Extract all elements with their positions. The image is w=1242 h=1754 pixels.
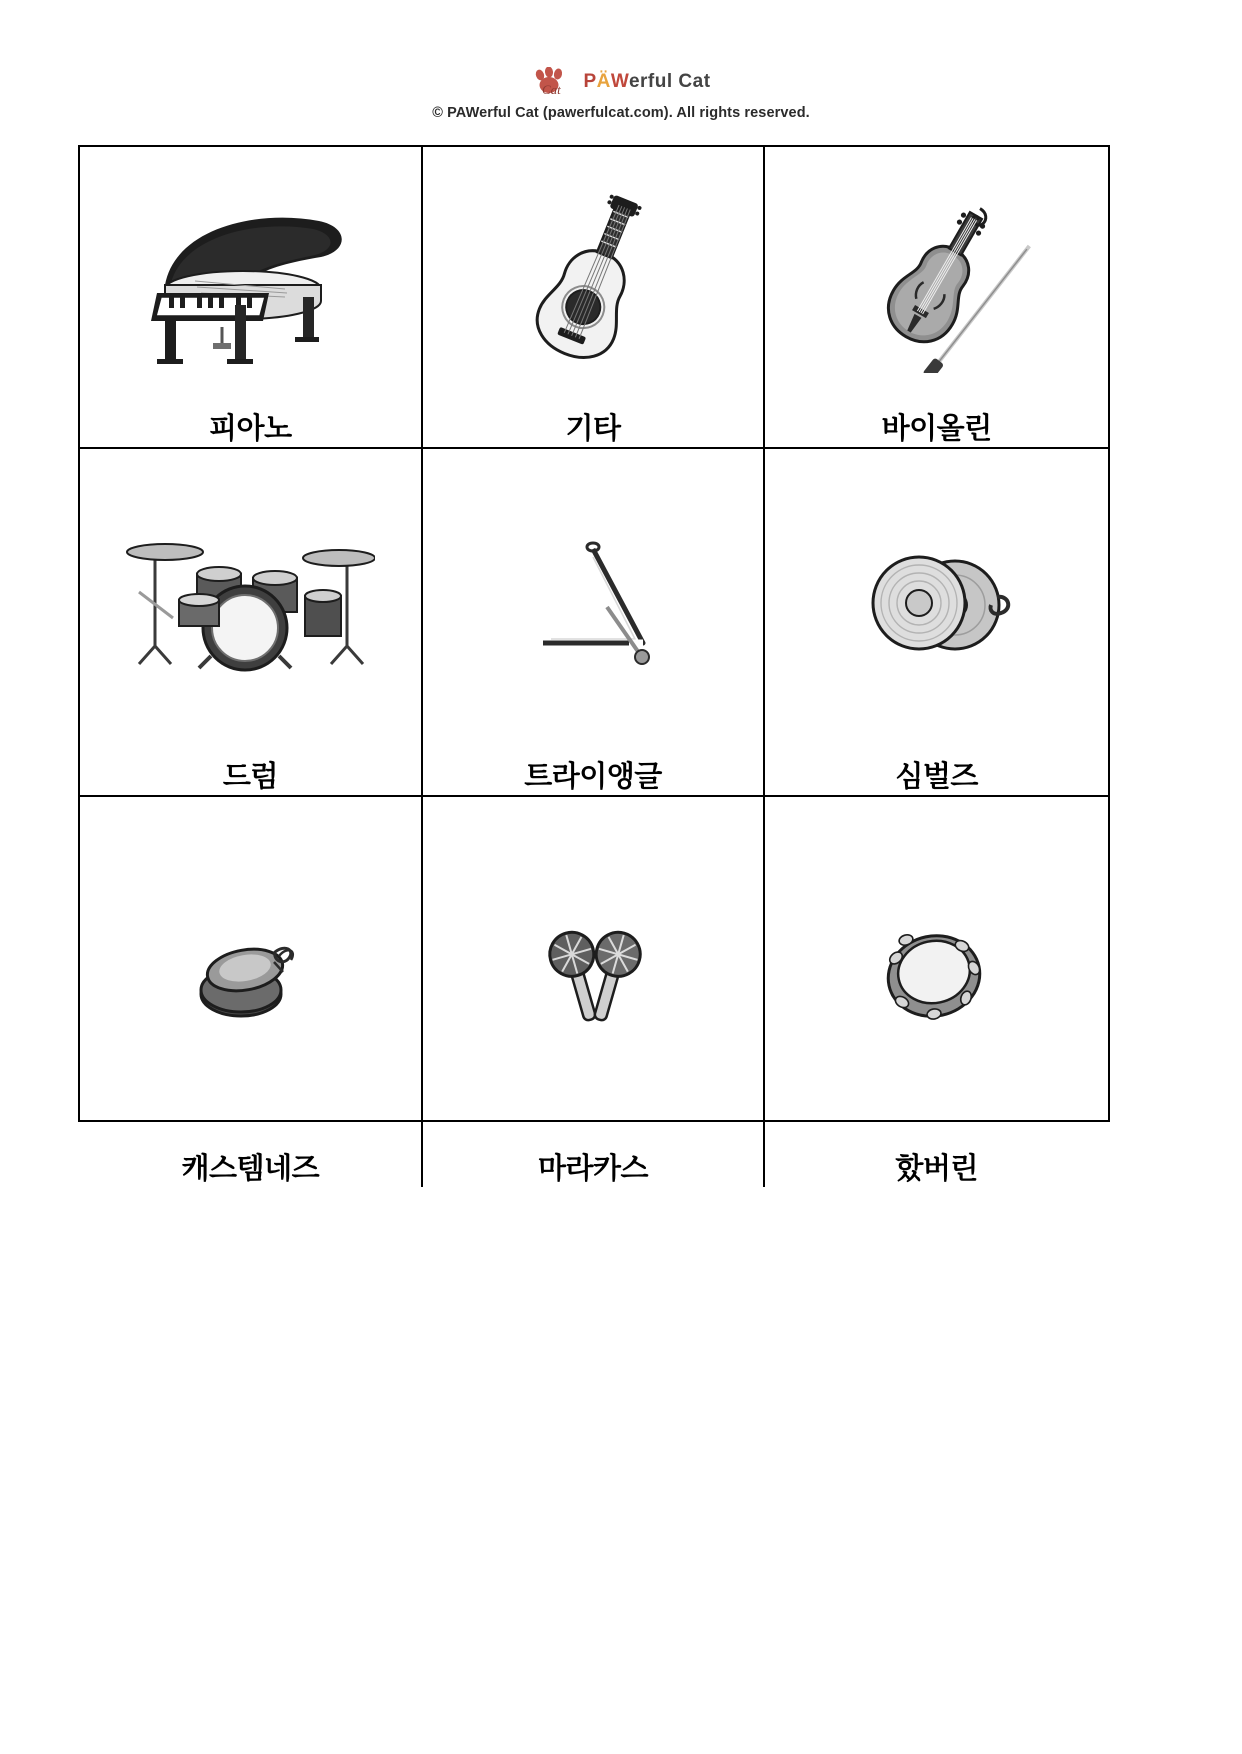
cymbals-icon <box>765 497 1108 712</box>
violin-with-bow-icon <box>765 175 1108 390</box>
flashcard-label: 피아노 <box>209 413 292 445</box>
flashcard-label: 핬버린 <box>895 1153 978 1185</box>
flashcard-cell <box>80 147 423 449</box>
paw-logo-icon <box>531 67 575 97</box>
brand-part-4: erful Cat <box>628 71 711 92</box>
flashcard-cell <box>80 449 423 797</box>
flashcard-cell <box>765 147 1108 449</box>
maracas-icon <box>423 869 764 1084</box>
flashcard-label: 심벌즈 <box>895 761 978 793</box>
flashcard-grid <box>78 145 1110 1185</box>
flashcard-cell <box>765 449 1108 797</box>
castanets-icon <box>80 869 421 1084</box>
flashcard-cell <box>423 797 766 1187</box>
flashcard-cell <box>80 797 423 1187</box>
svg-text:Cat: Cat <box>542 82 562 97</box>
drum-kit-icon <box>80 497 421 712</box>
copyright-notice: © PAWerful Cat (pawerfulcat.com). All rights reserved. <box>432 105 810 121</box>
brand-part-1: P <box>583 71 597 92</box>
tambourine-icon <box>765 869 1108 1084</box>
flashcard-label: 캐스템네즈 <box>181 1153 320 1185</box>
triangle-instrument-icon <box>423 497 764 712</box>
flashcard-cell <box>423 147 766 449</box>
acoustic-guitar-icon <box>423 175 764 390</box>
flashcard-label: 트라이앵글 <box>524 761 662 793</box>
flashcard-cell <box>765 797 1108 1187</box>
flashcard-label: 드럼 <box>222 761 278 793</box>
grand-piano-icon <box>80 175 421 390</box>
brand-part-3: W <box>610 71 629 92</box>
flashcard-label: 마라카스 <box>537 1153 649 1185</box>
flashcard-label: 기타 <box>565 413 621 445</box>
flashcard-cell <box>423 449 766 797</box>
brand-text <box>583 71 710 93</box>
flashcard-label: 바이올린 <box>881 413 992 445</box>
brand <box>0 66 1242 98</box>
page-header <box>0 0 1242 121</box>
brand-part-2: Ä <box>596 71 611 92</box>
